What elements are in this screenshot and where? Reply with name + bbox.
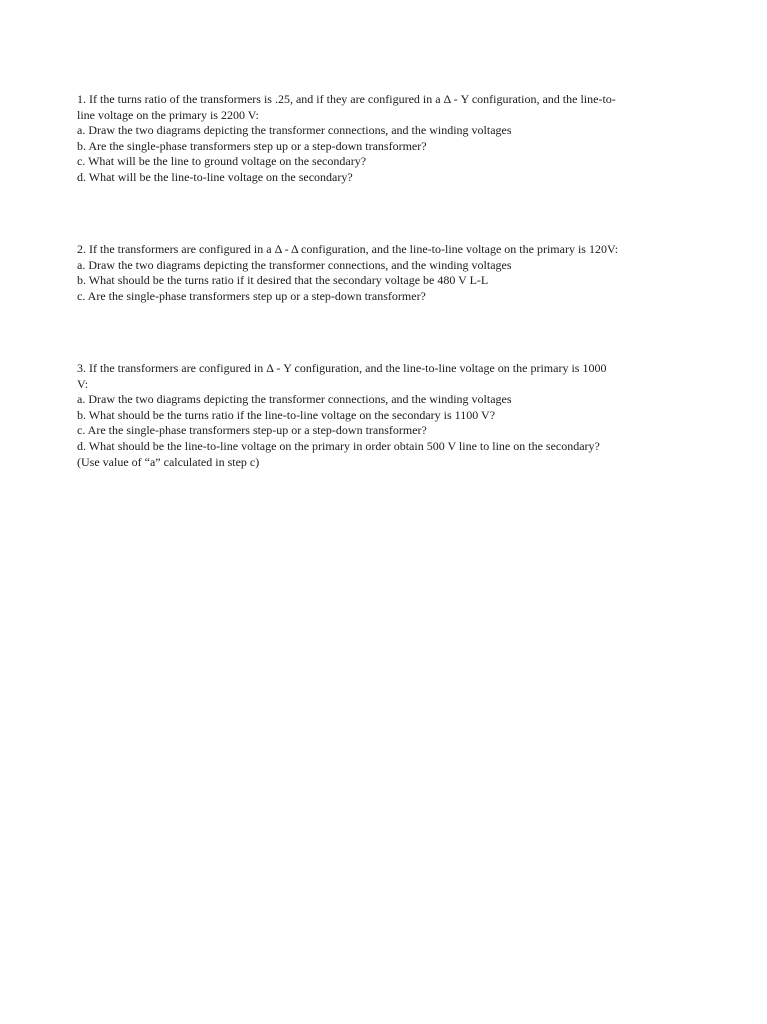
- question-1: [77, 92, 702, 186]
- question-3-part-d: d. What should be the line-to-line voltage on the primary in order obtain 500 V line to line on the secondary?: [77, 438, 600, 453]
- question-1-part-b: b. Are the single-phase transformers step up or a step-down transformer?: [77, 138, 427, 153]
- question-1-part-a: a. Draw the two diagrams depicting the transformer connections, and the winding voltages: [77, 123, 512, 138]
- question-2-stem: 2. If the transformers are configured in a Δ - Δ configuration, and the line-to-line voltage on the primary is 120V:: [77, 242, 619, 256]
- question-3-stem-line-2: V:: [77, 376, 89, 391]
- question-3-note: (Use value of “a” calculated in step c): [77, 454, 260, 469]
- question-2: [77, 242, 702, 304]
- question-1-stem-line-2: line voltage on the primary is 2200 V:: [77, 107, 259, 122]
- question-3-part-a: a. Draw the two diagrams depicting the transformer connections, and the winding voltages: [77, 392, 512, 407]
- question-3-stem-line-1: 3. If the transformers are configured in Δ - Y configuration, and the line-to-line voltage on the primary is 1000: [77, 361, 607, 375]
- question-2-part-c: c. Are the single-phase transformers step up or a step-down transformer?: [77, 288, 426, 303]
- question-3-part-b: b. What should be the turns ratio if the line-to-line voltage on the secondary is 1100 V?: [77, 407, 496, 422]
- question-1-part-c: c. What will be the line to ground voltage on the secondary?: [77, 154, 367, 169]
- question-3: [77, 361, 702, 470]
- question-1-stem-line-1: 1. If the turns ratio of the transformers is .25, and if they are configured in a Δ - Y configuration, and the line-to-: [77, 92, 616, 106]
- question-1-part-d: d. What will be the line-to-line voltage on the secondary?: [77, 169, 353, 184]
- question-2-part-a: a. Draw the two diagrams depicting the transformer connections, and the winding voltages: [77, 257, 512, 272]
- question-3-part-c: c. Are the single-phase transformers step-up or a step-down transformer?: [77, 423, 427, 438]
- question-2-part-b: b. What should be the turns ratio if it desired that the secondary voltage be 480 V L-L: [77, 273, 489, 288]
